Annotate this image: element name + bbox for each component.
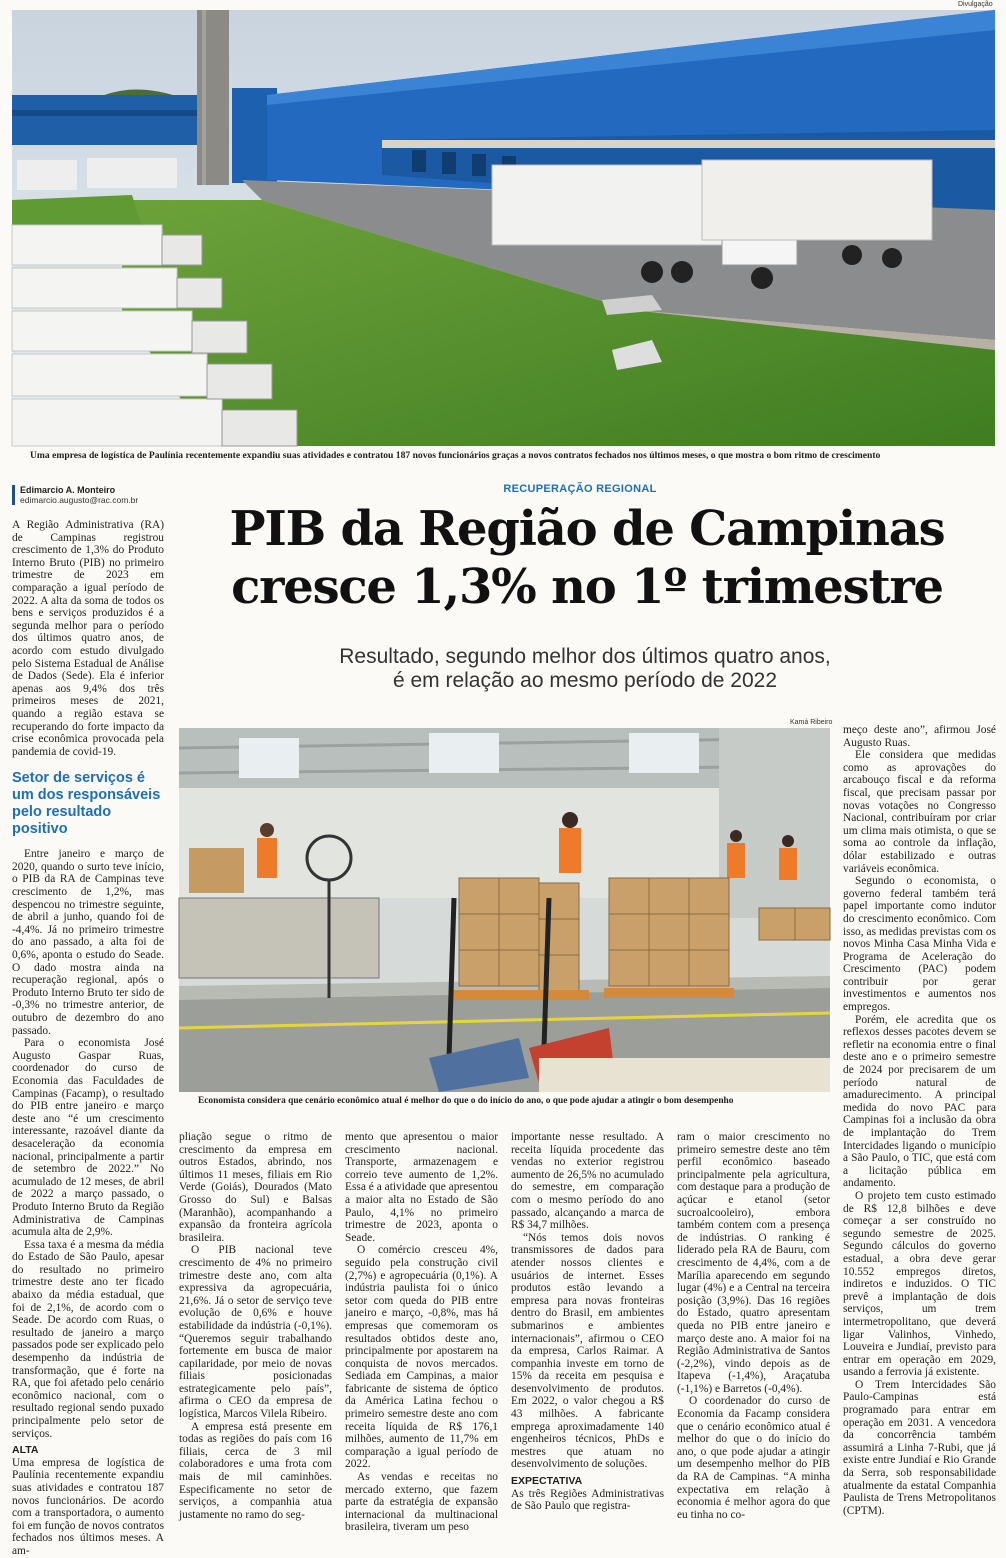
article-column-4	[511, 1131, 664, 1529]
headline: PIB da Região de Campinas cresce 1,3% no 1º trimestre	[229, 501, 945, 615]
paragraph: As três Regiões Administrativas de São Paulo que registra-	[511, 1487, 664, 1513]
author-email[interactable]: edimarcio.augusto@rac.com.br	[20, 495, 139, 505]
deck-line-2: é em relação ao mesmo período de 2022	[392, 669, 778, 692]
paragraph: As vendas e receitas no mercado externo, que fazem parte da estratégia de expansão internacional da multinacional brasileira, tiveram um peso	[345, 1471, 498, 1534]
paragraph: Ele considera que medidas como as aprovações do arcabouço fiscal e da reforma fiscal, que precisam passar por novas votações no Congresso Nacional, contribuíram por criar um clima mais otimista, o que se soma ao controle da inflação, dólar estabilizado e outras variáveis econômica.	[843, 749, 996, 875]
deck-line-1: Resultado, segundo melhor dos últimos quatro anos,	[339, 645, 831, 668]
paragraph: O coordenador do curso de Economia da Facamp considera que o cenário econômico atual é melhor do que o do início do ano, o que pode ajudar a atingir um desempenho melhor do PIB da RA de Campinas. “A minha expectativa em relação à economia é melhor agora do que eu tinha no co-	[677, 1395, 830, 1521]
paragraph: Uma empresa de logística de Paulínia recentemente expandiu suas atividades e contratou 187 novos funcionários. De acordo com a transportadora, o aumento foi em função de novos contratos fechados nos últimos meses. A am-	[12, 1456, 164, 1557]
paragraph: Para o economista José Augusto Gaspar Ruas, coordenador do curso de Economia das Faculdades de Campinas (Facamp), o resultado do PIB entre janeiro e março deste ano “é um crescimento interessante, razoável diante da desaceleração da economia nacional, principalmente a partir de setembro de 2022.” No acumulado de 12 meses, de abril de 2022 a março passado, o Produto Interno Bruto da Região Administrativa de Campinas acumula alta de 2,9%.	[12, 1037, 164, 1239]
paragraph: Porém, ele acredita que os reflexos desses pacotes devem se refletir na economia entre o final deste ano e o primeiro semestre de 2024 por precisarem de um período natural de amadurecimento. A principal medida do novo PAC para Campinas foi a inclusão da obra de implantação do Trem Intercidades ligando o município a São Paulo, o TIC, que está com a licitação pública em andamento.	[843, 1013, 996, 1190]
paragraph: pliação segue o ritmo de crescimento da empresa em outros Estados, abrindo, nos últimos 11 meses, filiais em Rio Verde (Goiás), Dourados (Mato Grosso do Sul) e Balsas (Maranhão), acompanhando a expansão da fronteira agrícola brasileira.	[179, 1131, 332, 1244]
paragraph: ram o maior crescimento no primeiro semestre deste ano têm perfil econômico baseado principalmente pela agricultura, com destaque para a produção de açúcar e etanol (setor sucroalcooleiro), embora também contem com a presença de indústrias. O ranking é liderado pela RA de Bauru, com crescimento de 4,4%, com a de Marília aparecendo em segundo lugar (4%) e a Central na terceira posição (3,9%). Das 16 regiões do Estado, quatro apresentam queda no PIB entre janeiro e março deste ano. A maior foi na Região Administrativa de Santos (-2,2%), vindo depois as de Itapeva (-1,4%), Araçatuba (-1,1%) e Barretos (-0,4%).	[677, 1131, 830, 1395]
subheading: Setor de serviços é um dos responsáveis pelo resultado positivo	[12, 770, 161, 838]
paragraph: O comércio cresceu 4%, seguido pela construção civil (2,7%) e agropecuária (0,1%). A indústria paulista foi o único setor com queda do PIB entre janeiro e março, -0,8%, mas há empresas que comemoram os resultados obtidos deste ano, principalmente por apostarem na conquista de novos mercados. Sediada em Campinas, a maior fabricante de sistema de óptico da América Latina fechou o primeiro semestre deste ano com receita líquida de R$ 176,1 milhões, aumento de 11,7% em comparação a igual período de 2022.	[345, 1244, 498, 1471]
logistics-yard-photo	[12, 10, 995, 446]
factory-floor-photo	[179, 728, 830, 1092]
deck	[200, 645, 970, 693]
top-photo-credit: Divulgação	[958, 1, 993, 8]
article-column-1	[12, 519, 164, 1557]
mid-photo-caption: Economista considera que cenário econômico atual é melhor do que o do início do ano, o que pode ajudar a atingir o bom desempenho	[198, 1096, 734, 1106]
byline	[12, 485, 162, 505]
paragraph: A Região Administrativa (RA) de Campinas registrou crescimento de 1,3% do Produto Interno Bruto (PIB) no primeiro trimestre de 2023 em comparação a igual período de 2022. A alta da soma de todos os bens e serviços produzidos é a segunda melhor para o período dos últimos quatro anos, de acordo com estudo divulgado pelo Sistema Estadual de Análise de Dados (Sede). Ela é inferior apenas aos 9,4% dos três primeiros meses de 2021, quando a região estava se recuperando do forte impacto da crise econômica provocada pela pandemia de covid-19.	[12, 519, 164, 758]
paragraph: O PIB nacional teve crescimento de 4% no primeiro trimestre deste ano, com alta expressiva da agropecuária, 21,6%. Já o setor de serviço teve evolução de 0,6% e houve estabilidade da indústria (-0,1%). “Queremos seguir trabalhando fortemente em busca de maior capilaridade, por meio de novas filiais posicionadas estrategicamente pelo país”, afirma o CEO da empresa de logística, Marcos Vilela Ribeiro.	[179, 1244, 332, 1421]
paragraph: Essa taxa é a mesma da média do Estado de São Paulo, apesar do resultado no primeiro trimestre deste ano ter ficado abaixo da média estadual, que foi de 2,1%, de acordo com o Seade. De acordo com Ruas, o resultado de janeiro a março passados pode ser explicado pelo desempenho da indústria de transformação, que é forte na RA, que foi afetado pelo cenário econômico nacional, com o resultado regional sendo puxado principalmente pelo setor de serviços.	[12, 1238, 164, 1440]
paragraph: importante nesse resultado. A receita líquida procedente das vendas no exterior registrou aumento de 26,5% no acumulado do semestre, em comparação com o mesmo período do ano passado, alcançando a marca de R$ 34,7 milhões.	[511, 1131, 664, 1232]
mid-photo-credit: Kamá Ribeiro	[790, 719, 833, 726]
paragraph: “Nós temos dois novos transmissores de dados para atender nossos clientes e usuários de internet. Esses produtos estão levando a empresa para novas fronteiras dentro do Brasil, em ambientes submarinos e ambientes internacionais”, afirmou o CEO da empresa, Carlos Raimar. A companhia investe em torno de 15% da receita em pesquisa e desenvolvimento de produtos. Em 2022, o valor chegou a R$ 43 milhões. A fabricante emprega aproximadamente 140 engenheiros técnicos, PhDs e mestres que atuam no desenvolvimento de soluções.	[511, 1231, 664, 1471]
top-photo-caption: Uma empresa de logística de Paulínia recentemente expandiu suas atividades e contratou 187 novos funcionários graças a novos contratos fechados nos últimos meses, o que mostra o bom ritmo de crescimento	[30, 450, 881, 461]
author-name: Edimarcio A. Monteiro	[20, 485, 116, 495]
paragraph: Entre janeiro e março de 2020, quando o surto teve início, o PIB da RA de Campinas teve crescimento de 1,2%, mas despencou no trimestre seguinte, de abril a junho, quando foi de -4,4%. Já no primeiro trimestre do ano passado, a alta foi de 0,6%, aponta o estudo do Seade. O dado mostra ainda na recuperação regional, após o Produto Interno Bruto ter sido de -0,3% no trimestre anterior, de outubro de dezembro do ano passado.	[12, 848, 164, 1037]
article-column-6	[843, 724, 996, 1529]
article-column-2	[179, 1131, 332, 1529]
intertitle: ALTA	[12, 1444, 39, 1457]
intertitle: EXPECTATIVA	[511, 1475, 583, 1488]
article-column-3	[345, 1131, 498, 1534]
paragraph: O projeto tem custo estimado de R$ 12,8 bilhões e deve começar a ser construído no segundo semestre de 2025. Segundo cálculos do governo estadual, a obra deve gerar 10.552 empregos diretos, indiretos e induzidos. O TIC prevê a implantação de dois serviços, um trem intermetropolitano, que deverá ligar Valinhos, Vinhedo, Louveira e Jundiaí, previsto para entrar em operação em 2029, usando a ferrovia já existente.	[843, 1189, 996, 1379]
paragraph: A empresa está presente em todas as regiões do país com 16 filiais, cerca de 3 mil colaboradores e uma frota com mais de mil caminhões. Especificamente no setor de serviços, a companhia atua justamente no ramo do seg-	[179, 1420, 332, 1521]
paragraph: O Trem Intercidades São Paulo-Campinas está programado para entrar em operação em 2031. A vencedora da concorrência também assumirá a Linha 7-Rubi, que já existe entre Jundiaí e Rio Grande da Serra, sob responsabilidade atualmente da estatal Companhia Paulista de Trens Metropolitanos (CPTM).	[843, 1378, 996, 1517]
paragraph: meço deste ano”, afirmou José Augusto Ruas.	[843, 724, 996, 749]
section-kicker: RECUPERAÇÃO REGIONAL	[503, 483, 657, 495]
paragraph: Segundo o economista, o governo federal também terá papel importante como indutor do crescimento econômico. Com isso, as medidas previstas com os novos Minha Casa Minha Vida e Programa de Aceleração do Crescimento (PAC) podem contribuir por gerar investimentos e aumentos nos empregos.	[843, 875, 996, 1014]
article-column-5	[677, 1131, 830, 1529]
paragraph: mento que apresentou o maior crescimento nacional. Transporte, armazenagem e correio teve aumento de 1,2%. Essa é a atividade que apresentou a maior alta no Estado de São Paulo, 4,1% no primeiro trimestre de 2023, aponta o Seade.	[345, 1131, 498, 1244]
